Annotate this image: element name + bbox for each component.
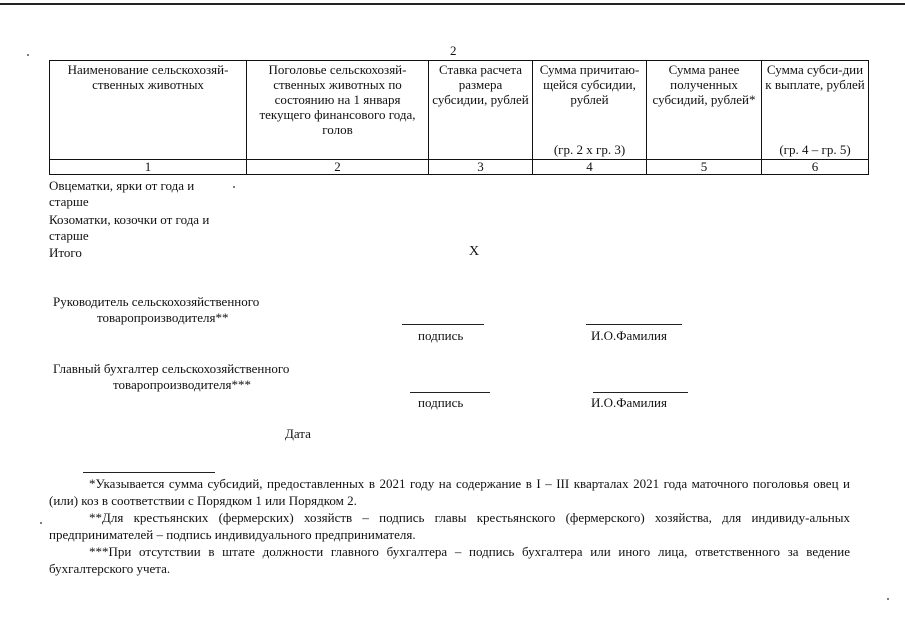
footnote-separator (83, 472, 215, 473)
footnote-2: **Для крестьянских (фермерских) хозяйств – подпись главы крестьянского (фермерского) хозяйства, для индивиду-альных предпринимателей – подпись индивидуального предпринимателя. (49, 510, 850, 542)
row-label-sheep: Овцематки, ярки от года и старше (49, 178, 195, 209)
header-due-amount: Сумма причитаю-щейся субсидии, рублей (гр. 2 х гр. 3) (533, 61, 647, 160)
scan-speck (233, 186, 235, 188)
formula-col4: (гр. 2 х гр. 3) (553, 142, 626, 157)
column-number: 4 (533, 160, 647, 175)
header-animals: Наименование сельскохозяй-ственных животных (50, 61, 247, 160)
column-number: 5 (647, 160, 762, 175)
footnote-3: ***При отсутствии в штате должности главного бухгалтера – подпись бухгалтера или иного лица, ответственного за ведение бухгалтерского учета. (49, 544, 850, 576)
row-label-total: Итого (49, 245, 82, 260)
header-rate: Ставка расчета размера субсидии, рублей (429, 61, 533, 160)
column-number: 6 (762, 160, 869, 175)
head-name-line (586, 324, 682, 325)
header-livestock-count: Поголовье сельскохозяй-ственных животных по состоянию на 1 января текущего финансового года, голов (247, 61, 429, 160)
header-payout-amount: Сумма субси-дии к выплате, рублей (гр. 4 – гр. 5) (762, 61, 869, 160)
scan-speck (887, 598, 889, 600)
footnote-1: *Указывается сумма субсидий, предоставленных в 2021 году на содержание в I – III кварталах 2021 года маточного поголовья овец и (или) коз в соответствии с Порядком 1 или Порядком 2. (49, 476, 850, 508)
column-number-row (50, 160, 869, 175)
row-label-goats: Козоматки, козочки от года и старше (49, 212, 210, 243)
total-x-mark: Х (469, 244, 480, 259)
date-label: Дата (285, 426, 311, 441)
top-border-line (0, 3, 905, 5)
table-header-row (50, 61, 869, 160)
scan-speck (40, 522, 42, 524)
page-number: 2 (450, 43, 457, 58)
head-title-2: товаропроизводителя** (97, 310, 229, 325)
accountant-signature-line (410, 392, 490, 393)
accountant-title-2: товаропроизводителя*** (113, 377, 251, 392)
column-number: 2 (247, 160, 429, 175)
footnotes (49, 475, 850, 577)
scan-speck (27, 54, 29, 56)
accountant-name-caption: И.О.Фамилия (591, 395, 667, 410)
head-title: Руководитель сельскохозяйственного (53, 294, 260, 309)
accountant-name-line (593, 392, 688, 393)
header-received-amount: Сумма ранее полученных субсидий, рублей* (647, 61, 762, 160)
column-number: 1 (50, 160, 247, 175)
accountant-signature-caption: подпись (418, 395, 464, 410)
subsidy-table (49, 60, 869, 175)
head-signature-line (402, 324, 484, 325)
head-name-caption: И.О.Фамилия (591, 328, 667, 343)
formula-col6: (гр. 4 – гр. 5) (779, 142, 851, 157)
head-signature-caption: подпись (418, 328, 464, 343)
column-number: 3 (429, 160, 533, 175)
accountant-title: Главный бухгалтер сельскохозяйственного (53, 361, 290, 376)
